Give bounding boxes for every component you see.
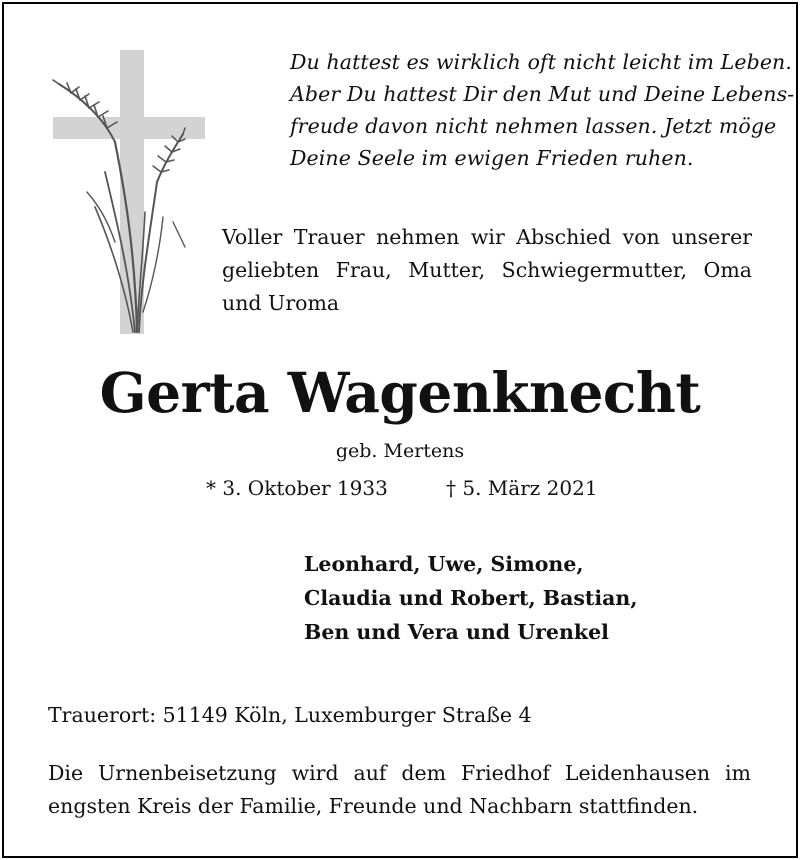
family-line: Claudia und Robert, Bastian, — [304, 586, 638, 610]
birth-date: * 3. Oktober 1933 — [206, 476, 388, 500]
memorial-quote — [290, 46, 795, 174]
burial-line: engsten Kreis der Familie, Freunde und Nachbarn stattfinden. — [48, 794, 699, 818]
intro-line: und Uroma — [222, 291, 340, 315]
quote-line: Du hattest es wirklich oft nicht leicht im Leben. — [290, 50, 792, 74]
intro-line: Voller Trauer nehmen wir Abschied von unserer — [222, 225, 752, 249]
mourning-address: Trauerort: 51149 Köln, Luxemburger Straße 4 — [48, 703, 532, 727]
cross-and-wheat-illustration — [45, 42, 220, 334]
announcement-intro — [222, 221, 752, 320]
family-signatories — [304, 547, 637, 649]
intro-line: geliebten Frau, Mutter, Schwiegermutter, Oma — [222, 258, 752, 282]
quote-line: freude davon nicht nehmen lassen. Jetzt möge — [290, 114, 777, 138]
quote-line: Aber Du hattest Dir den Mut und Deine Lebens- — [290, 82, 795, 106]
deceased-name: Gerta Wagenknecht — [99, 360, 701, 425]
family-line: Ben und Vera und Urenkel — [304, 620, 609, 644]
burial-notice — [48, 757, 751, 823]
death-date: † 5. März 2021 — [446, 476, 598, 500]
quote-line: Deine Seele im ewigen Frieden ruhen. — [290, 146, 694, 170]
maiden-name: geb. Mertens — [335, 440, 465, 462]
burial-line: Die Urnenbeisetzung wird auf dem Friedhof Leidenhausen im — [48, 761, 751, 785]
family-line: Leonhard, Uwe, Simone, — [304, 552, 584, 576]
